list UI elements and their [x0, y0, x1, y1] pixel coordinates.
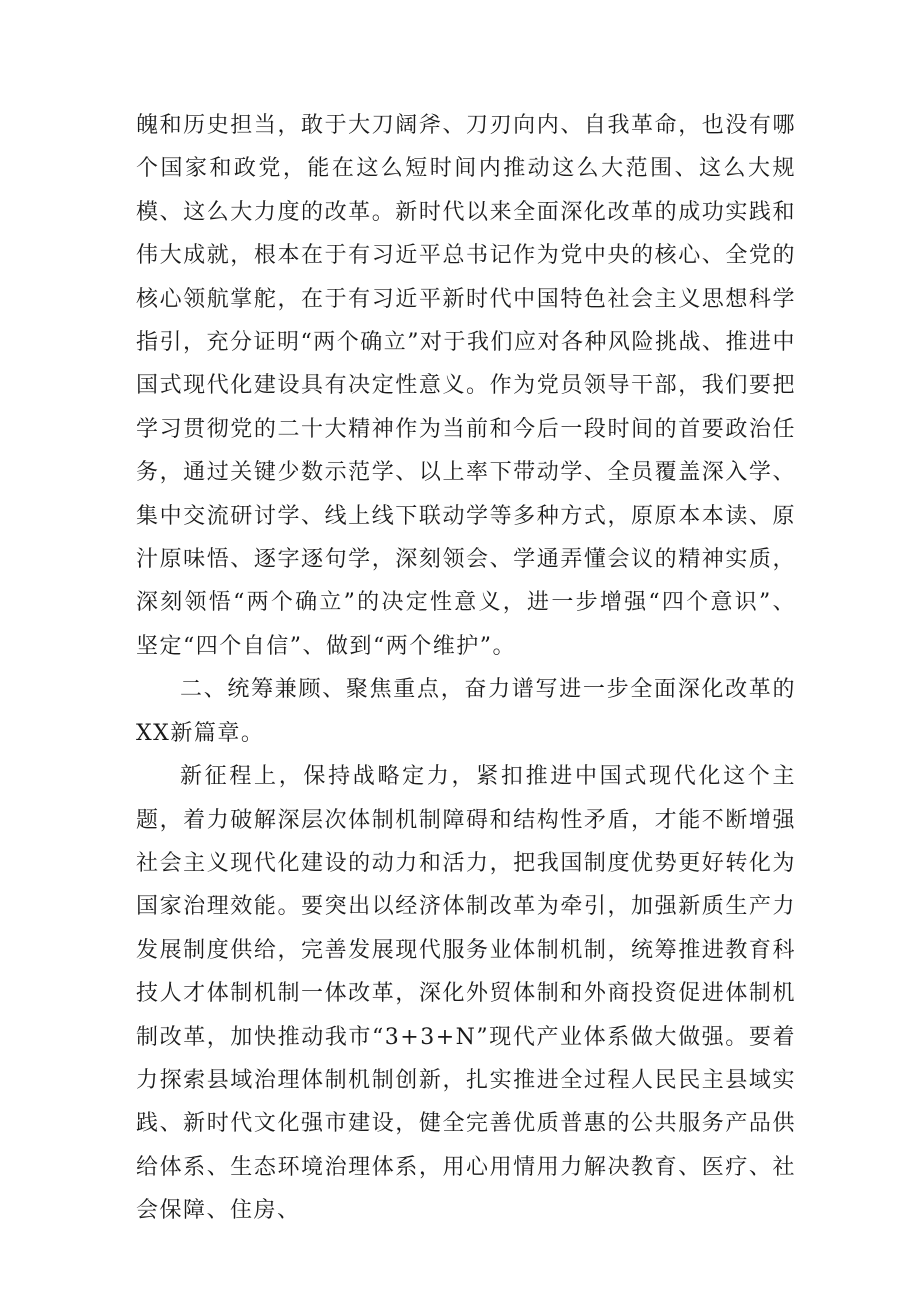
document-body: [136, 104, 796, 1233]
section-heading: 二、统筹兼顾、聚焦重点，奋力谱写进一步全面深化改革的XX新篇章。: [136, 677, 796, 746]
paragraph-body: 新征程上，保持战略定力，紧扣推进中国式现代化这个主题，着力破解深层次体制机制障碍和结构性矛盾，才能不断增强社会主义现代化建设的动力和活力，把我国制度优势更好转化为国家治理效能。要突出以经济体制改革为牵引，加强新质生产力发展制度供给，完善发展现代服务业体制机制，统筹推进教育科技人才体制机制一体改革，深化外贸体制和外商投资促进体制机制改革，加快推动我市“3+3+N”现代产业体系做大做强。要着力探索县域治理体制机制创新，扎实推进全过程人民民主县域实践、新时代文化强市建设，健全完善优质普惠的公共服务产品供给体系、生态环境治理体系，用心用情用力解决教育、医疗、社会保障、住房、: [136, 764, 796, 1224]
paragraph-continuation: 魄和历史担当，敢于大刀阔斧、刀刃向内、自我革命，也没有哪个国家和政党，能在这么短时间内推动这么大范围、这么大规模、这么大力度的改革。新时代以来全面深化改革的成功实践和伟大成就，根本在于有习近平总书记作为党中央的核心、全党的核心领航掌舵，在于有习近平新时代中国特色社会主义思想科学指引，充分证明“两个确立”对于我们应对各种风险挑战、推进中国式现代化建设具有决定性意义。作为党员领导干部，我们要把学习贯彻党的二十大精神作为当前和今后一段时间的首要政治任务，通过关键少数示范学、以上率下带动学、全员覆盖深入学、集中交流研讨学、线上线下联动学等多种方式，原原本本读、原汁原味悟、逐字逐句学，深刻领会、学通弄懂会议的精神实质，深刻领悟“两个确立”的决定性意义，进一步增强“四个意识”、坚定“四个自信”、做到“两个维护”。: [136, 113, 796, 659]
